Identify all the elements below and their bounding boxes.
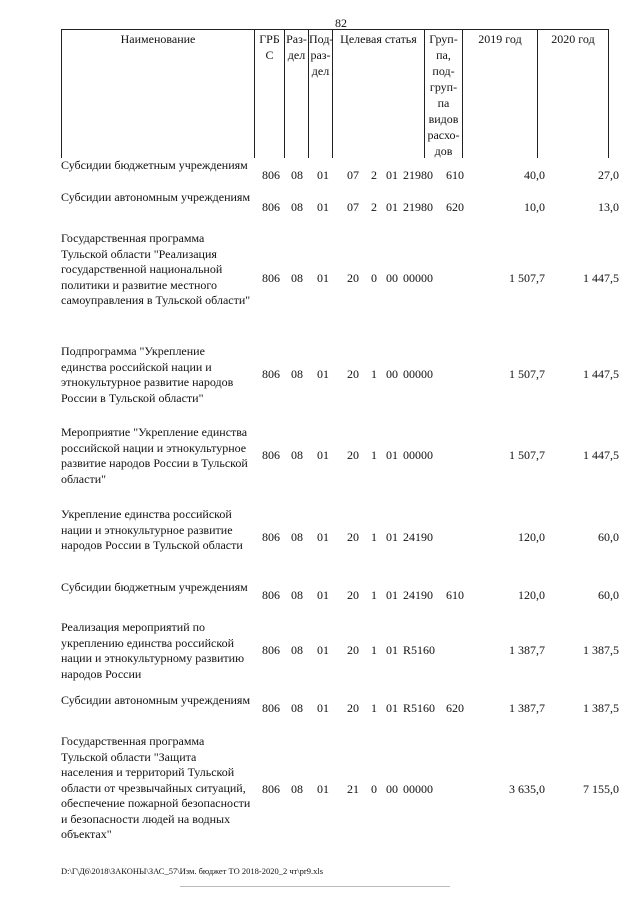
- row-grbs: 806: [262, 448, 280, 462]
- row-cel-1: 20: [347, 448, 359, 462]
- header-2020: 2020 год: [551, 32, 595, 46]
- header-grbs: ГРБ С: [255, 30, 285, 158]
- row-cel-2: 2: [371, 200, 377, 214]
- row-podrazdel: 01: [317, 643, 329, 657]
- row-cel-2: 1: [371, 643, 377, 657]
- row-cel-1: 07: [347, 200, 359, 214]
- row-cel-3: 01: [386, 200, 398, 214]
- table-header: [61, 29, 609, 158]
- scan-artifact-line: [180, 886, 450, 887]
- row-name: Государственная программа Тульской области "Защита населения и территорий Тульской области от чрезвычайных ситуаций, обеспечение пожарной безопасности и безопасности людей на водных объектах": [61, 734, 251, 841]
- row-cel-1: 20: [347, 530, 359, 544]
- row-cel-4: 00000: [403, 367, 433, 381]
- row-2020: 60,0: [598, 530, 619, 544]
- row-razdel: 08: [291, 588, 303, 602]
- row-cel-4: 00000: [403, 782, 433, 796]
- row-cel-3: 01: [386, 448, 398, 462]
- row-podrazdel: 01: [317, 588, 329, 602]
- row-cel-1: 20: [347, 367, 359, 381]
- row-razdel: 08: [291, 530, 303, 544]
- row-cel-3: 00: [386, 367, 398, 381]
- row-2019: 3 635,0: [509, 782, 545, 796]
- row-cel-4: 24190: [403, 530, 433, 544]
- row-2019: 10,0: [524, 200, 545, 214]
- row-2019: 1 387,7: [509, 643, 545, 657]
- row-cel-3: 01: [386, 530, 398, 544]
- row-cel-3: 01: [386, 588, 398, 602]
- row-cel-1: 07: [347, 168, 359, 182]
- row-cel-1: 20: [347, 588, 359, 602]
- row-cel-1: 21: [347, 782, 359, 796]
- row-grbs: 806: [262, 588, 280, 602]
- row-2020: 1 387,5: [583, 643, 619, 657]
- row-grbs: 806: [262, 701, 280, 715]
- row-podrazdel: 01: [317, 448, 329, 462]
- row-cel-2: 1: [371, 367, 377, 381]
- row-podrazdel: 01: [317, 271, 329, 285]
- row-cel-3: 00: [386, 271, 398, 285]
- row-cel-2: 0: [371, 271, 377, 285]
- row-2020: 60,0: [598, 588, 619, 602]
- row-cel-1: 20: [347, 271, 359, 285]
- row-cel-2: 1: [371, 530, 377, 544]
- row-grbs: 806: [262, 530, 280, 544]
- row-name: Субсидии автономным учреждениям: [61, 693, 251, 707]
- row-name: Укрепление единства российской нации и этнокультурное развитие народов России в Тульской области: [61, 507, 243, 552]
- row-gruppa: 620: [446, 200, 464, 214]
- row-razdel: 08: [291, 367, 303, 381]
- row-cel-2: 2: [371, 168, 377, 182]
- row-2019: 120,0: [518, 530, 545, 544]
- file-path-footer: D:\Г\Д6\2018\ЗАКОНЫ\ЗАС_57\Изм. бюджет ТО 2018-2020_2 чт\pr9.xls: [61, 866, 324, 876]
- row-2020: 1 447,5: [583, 271, 619, 285]
- row-gruppa: 620: [446, 701, 464, 715]
- row-razdel: 08: [291, 271, 303, 285]
- row-grbs: 806: [262, 643, 280, 657]
- row-name: Мероприятие "Укрепление единства российской нации и этнокультурное развитие народов России в Тульской области": [61, 425, 248, 486]
- row-cel-3: 01: [386, 168, 398, 182]
- row-cel-2: 0: [371, 782, 377, 796]
- row-cel-4: 24190: [403, 588, 433, 602]
- row-name: Государственная программа Тульской области "Реализация государственной национальной политики и развитие местного самоуправления в Тульской области": [61, 231, 251, 307]
- row-podrazdel: 01: [317, 701, 329, 715]
- row-name: Реализация мероприятий по укреплению единства российской нации и этнокультурному развитию народов России: [61, 620, 245, 681]
- row-cel-4: 21980: [403, 168, 433, 182]
- page-number: 82: [335, 16, 347, 30]
- row-cel-3: 00: [386, 782, 398, 796]
- row-cel-4: 00000: [403, 448, 433, 462]
- header-gruppa-vidov-raskhodov: Груп- па, под- груп- па видов расхо- дов: [425, 30, 463, 158]
- row-2019: 120,0: [518, 588, 545, 602]
- row-name: Субсидии автономным учреждениям: [61, 190, 251, 204]
- row-name: Подпрограмма "Укрепление единства российской нации и этнокультурное развитие народов России в Тульской области": [61, 344, 234, 405]
- row-2019: 1 507,7: [509, 448, 545, 462]
- row-razdel: 08: [291, 701, 303, 715]
- row-cel-2: 1: [371, 448, 377, 462]
- row-grbs: 806: [262, 367, 280, 381]
- row-podrazdel: 01: [317, 200, 329, 214]
- row-gruppa: 610: [446, 588, 464, 602]
- row-razdel: 08: [291, 448, 303, 462]
- row-2020: 1 447,5: [583, 448, 619, 462]
- header-2019: 2019 год: [463, 30, 538, 158]
- row-cel-2: 1: [371, 588, 377, 602]
- row-gruppa: 610: [446, 168, 464, 182]
- header-celevaya-statya: Целевая статья: [333, 30, 425, 158]
- row-2020: 7 155,0: [583, 782, 619, 796]
- row-2020: 1 387,5: [583, 701, 619, 715]
- row-2019: 1 387,7: [509, 701, 545, 715]
- row-podrazdel: 01: [317, 367, 329, 381]
- row-podrazdel: 01: [317, 168, 329, 182]
- row-cel-4: R5160: [403, 701, 436, 715]
- row-name: Субсидии бюджетным учреждениям: [61, 580, 248, 594]
- row-cel-4: R5160: [403, 643, 436, 657]
- header-razdel: Раз- дел: [285, 30, 309, 158]
- row-grbs: 806: [262, 271, 280, 285]
- row-grbs: 806: [262, 200, 280, 214]
- row-cel-3: 01: [386, 701, 398, 715]
- row-name: Субсидии бюджетным учреждениям: [61, 158, 248, 172]
- header-name: Наименование: [62, 30, 255, 158]
- row-2019: 40,0: [524, 168, 545, 182]
- row-podrazdel: 01: [317, 782, 329, 796]
- row-cel-3: 01: [386, 643, 398, 657]
- row-razdel: 08: [291, 200, 303, 214]
- row-2020: 27,0: [598, 168, 619, 182]
- row-cel-1: 20: [347, 643, 359, 657]
- row-razdel: 08: [291, 168, 303, 182]
- row-cel-2: 1: [371, 701, 377, 715]
- row-2020: 1 447,5: [583, 367, 619, 381]
- row-2019: 1 507,7: [509, 367, 545, 381]
- row-grbs: 806: [262, 168, 280, 182]
- header-podrazdel: Под- раз- дел: [309, 30, 333, 158]
- row-cel-1: 20: [347, 701, 359, 715]
- row-razdel: 08: [291, 782, 303, 796]
- row-podrazdel: 01: [317, 530, 329, 544]
- row-2019: 1 507,7: [509, 271, 545, 285]
- row-cel-4: 00000: [403, 271, 433, 285]
- row-grbs: 806: [262, 782, 280, 796]
- row-razdel: 08: [291, 643, 303, 657]
- row-cel-4: 21980: [403, 200, 433, 214]
- row-2020: 13,0: [598, 200, 619, 214]
